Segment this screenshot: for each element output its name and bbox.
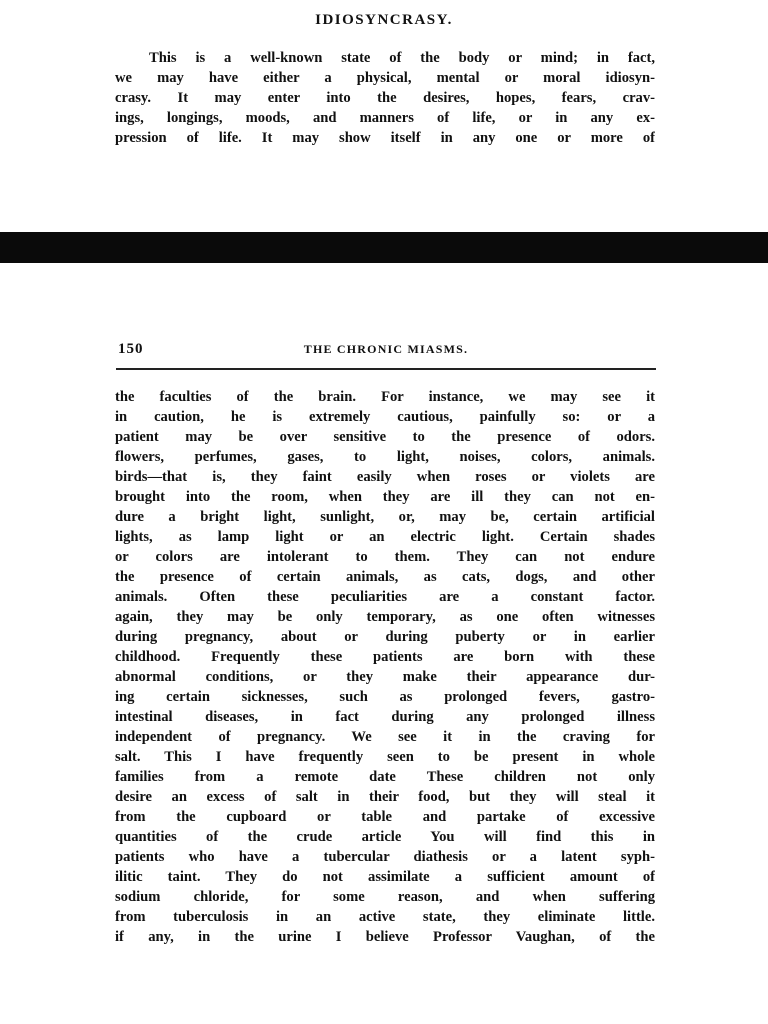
text-line: lights, as lamp light or an electric light. Certain shades [115,529,655,545]
text-line: the presence of certain animals, as cats, dogs, and other [115,569,655,585]
text-line: animals. Often these peculiarities are a constant factor. [115,589,655,605]
text-line: pression of life. It may show itself in any one or more of [115,130,655,146]
text-line: desire an excess of salt in their food, but they will steal it [115,789,655,805]
page-break-band [0,232,768,263]
page-header [118,341,654,359]
upper-page [0,0,768,232]
text-line: again, they may be only temporary, as one often witnesses [115,609,655,625]
text-line: flowers, perfumes, gases, to light, noises, colors, animals. [115,449,655,465]
text-line: salt. This I have frequently seen to be present in whole [115,749,655,765]
text-line: quantities of the crude article You will find this in [115,829,655,845]
text-line: patient may be over sensitive to the presence of odors. [115,429,655,445]
text-line: independent of pregnancy. We see it in the craving for [115,729,655,745]
text-line: ings, longings, moods, and manners of life, or in any ex- [115,110,655,126]
text-line: abnormal conditions, or they make their appearance dur- [115,669,655,685]
lower-paragraph [115,387,655,947]
text-line: ilitic taint. They do not assimilate a sufficient amount of [115,869,655,885]
text-line: birds—that is, they faint easily when roses or violets are [115,469,655,485]
text-line: crasy. It may enter into the desires, hopes, fears, crav- [115,90,655,106]
text-line: brought into the room, when they are ill they can not en- [115,489,655,505]
text-line: during pregnancy, about or during puberty or in earlier [115,629,655,645]
text-line: families from a remote date These children not only [115,769,655,785]
text-line: patients who have a tubercular diathesis or a latent syph- [115,849,655,865]
text-line: sodium chloride, for some reason, and when suffering [115,889,655,905]
page-number: 150 [118,341,144,357]
text-line: dure a bright light, sunlight, or, may be, certain artificial [115,509,655,525]
text-line: ing certain sicknesses, such as prolonged fevers, gastro- [115,689,655,705]
upper-paragraph [115,48,655,148]
text-line: childhood. Frequently these patients are born with these [115,649,655,665]
text-line: we may have either a physical, mental or moral idiosyn- [115,70,655,86]
text-line: intestinal diseases, in fact during any prolonged illness [115,709,655,725]
text-line: if any, in the urine I believe Professor Vaughan, of the [115,929,655,945]
lower-page [0,263,768,1024]
header-rule [116,368,656,370]
text-line: in caution, he is extremely cautious, painfully so: or a [115,409,655,425]
text-line: or colors are intolerant to them. They can not endure [115,549,655,565]
text-line: This is a well-known state of the body or mind; in fact, [149,50,655,66]
chapter-title: THE CHRONIC MIASMS. [303,342,469,356]
text-line: from tuberculosis in an active state, they eliminate little. [115,909,655,925]
text-line: the faculties of the brain. For instance, we may see it [115,389,655,405]
text-line: from the cupboard or table and partake of excessive [115,809,655,825]
running-title: IDIOSYNCRASY. [315,12,453,28]
